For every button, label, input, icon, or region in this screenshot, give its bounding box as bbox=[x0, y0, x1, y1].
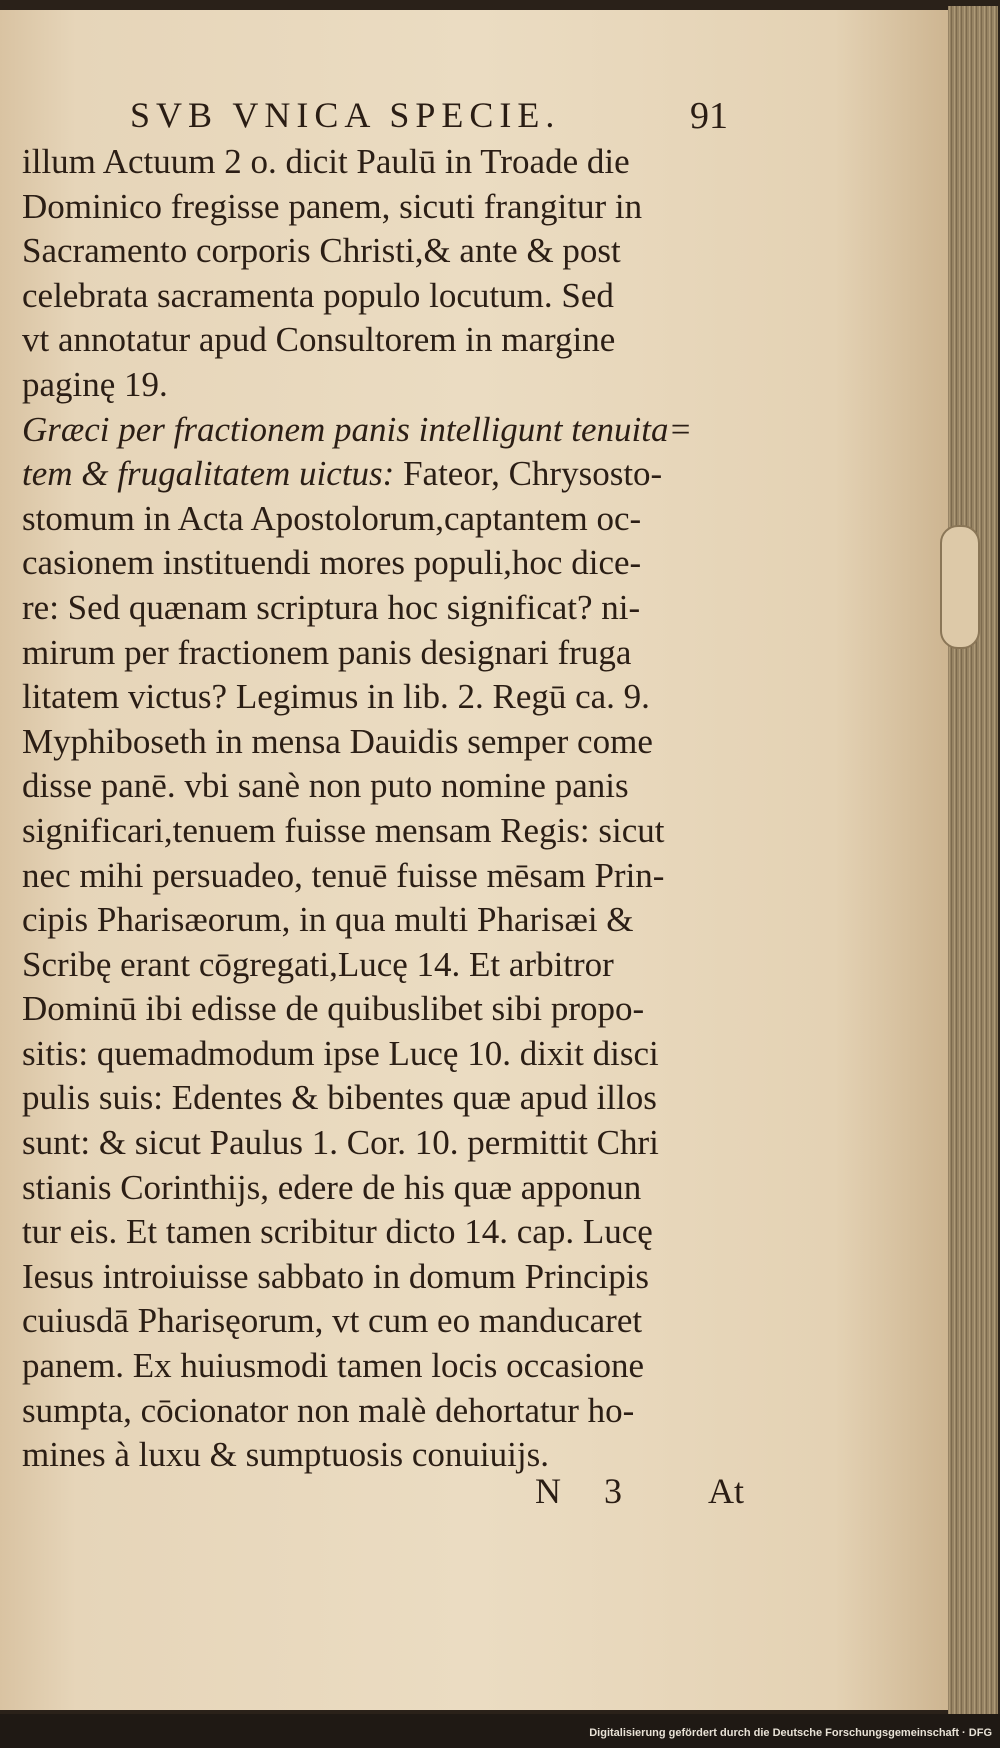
text-line: re: Sed quænam scriptura hoc significat? ni- bbox=[22, 587, 641, 627]
text-line: sumpta, cōcionator non malè dehortatur ho- bbox=[22, 1390, 635, 1430]
text-line: stianis Corinthijs, edere de his quæ apponun bbox=[22, 1167, 642, 1207]
text-line: Sacramento corporis Christi,& ante & post bbox=[22, 231, 621, 271]
text-line: disse panē. vbi sanè non puto nomine panis bbox=[22, 766, 629, 806]
mixed-text-line bbox=[22, 452, 752, 497]
text-line: Dominico fregisse panem, sicuti frangitur in bbox=[22, 186, 643, 226]
text-line: Dominū ibi edisse de quibuslibet sibi propo- bbox=[22, 989, 645, 1029]
catchword: At bbox=[708, 1471, 744, 1511]
roman-fragment: Fateor, Chrysosto- bbox=[394, 454, 663, 494]
text-line: pulis suis: Edentes & bibentes quæ apud illos bbox=[22, 1078, 657, 1118]
text-line: nec mihi persuadeo, tenuē fuisse mēsam Prin- bbox=[22, 855, 665, 895]
text-line: Myphiboseth in mensa Dauidis semper come bbox=[22, 721, 653, 761]
text-line: Iesus introiuisse sabbato in domum Principis bbox=[22, 1256, 650, 1296]
text-line: sitis: quemadmodum ipse Lucę 10. dixit disci bbox=[22, 1033, 659, 1073]
text-line: significari,tenuem fuisse mensam Regis: sicut bbox=[22, 810, 665, 850]
text-line: illum Actuum 2 o. dicit Paulū in Troade die bbox=[22, 142, 630, 181]
text-line: tur eis. Et tamen scribitur dicto 14. cap. Lucę bbox=[22, 1212, 653, 1252]
italic-text-line: Græci per fractionem panis intelligunt tenuita= bbox=[22, 409, 693, 449]
signature-mark: N bbox=[535, 1471, 561, 1511]
body-text bbox=[22, 140, 752, 1478]
digitization-credit: Digitalisierung gefördert durch die Deutsche Forschungsgemeinschaft · DFG bbox=[589, 1727, 992, 1739]
text-line: cuiusdā Pharisęorum, vt cum eo manducaret bbox=[22, 1301, 643, 1341]
text-line: vt annotatur apud Consultorem in margine bbox=[22, 320, 616, 360]
signature-number: 3 bbox=[604, 1471, 622, 1511]
text-line: sunt: & sicut Paulus 1. Cor. 10. permittit Chri bbox=[22, 1123, 659, 1163]
page-edges bbox=[948, 6, 998, 1714]
clasp-tab bbox=[940, 525, 980, 649]
running-title: SVB VNICA SPECIE. bbox=[130, 95, 561, 135]
text-line: stomum in Acta Apostolorum,captantem oc- bbox=[22, 498, 642, 538]
text-line: casionem instituendi mores populi,hoc dice- bbox=[22, 543, 642, 583]
text-line: Scribę erant cōgregati,Lucę 14. Et arbitror bbox=[22, 944, 614, 984]
text-line: paginę 19. bbox=[22, 364, 168, 404]
text-line: mirum per fractionem panis designari fruga bbox=[22, 632, 632, 672]
folio-number: 91 bbox=[690, 95, 728, 137]
text-line: litatem victus? Legimus in lib. 2. Regū ca. 9. bbox=[22, 677, 650, 717]
italic-fragment: tem & frugalitatem uictus: bbox=[22, 454, 395, 494]
text-line: celebrata sacramenta populo locutum. Sed bbox=[22, 275, 614, 315]
text-line: mines à luxu & sumptuosis conuiuijs. bbox=[22, 1435, 549, 1475]
text-line: panem. Ex huiusmodi tamen locis occasione bbox=[22, 1346, 645, 1386]
text-line: cipis Pharisæorum, in qua multi Pharisæi & bbox=[22, 900, 634, 940]
